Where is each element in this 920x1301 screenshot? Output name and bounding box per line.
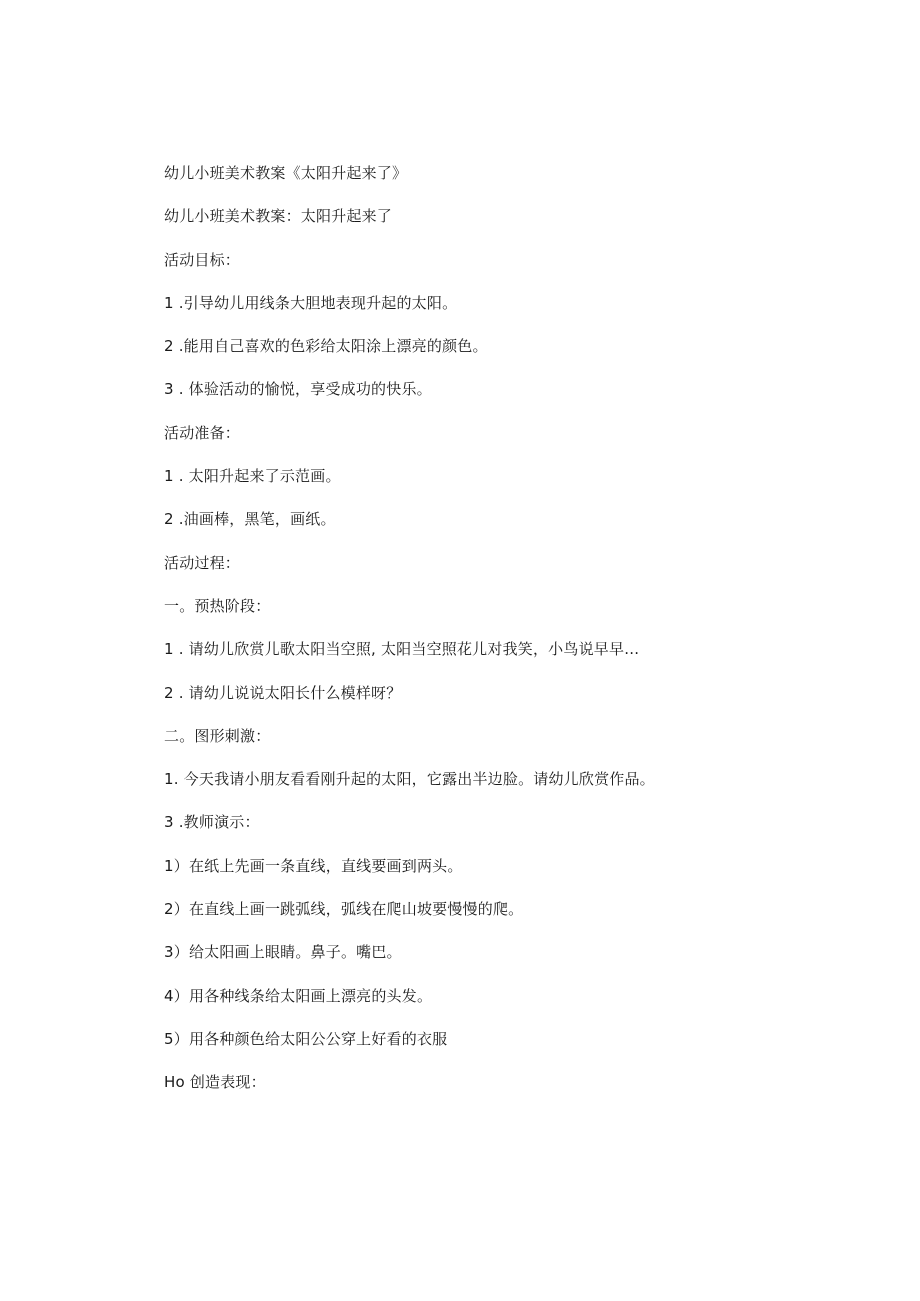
goal-item-1: 1 .引导幼儿用线条大胆地表现升起的太阳。 [164, 293, 458, 312]
warmup-item-1: 1 . 请幼儿欣赏儿歌太阳当空照, 太阳当空照花儿对我笑，小鸟说早早… [164, 640, 640, 659]
section-heading-preparation: 活动准备： [164, 423, 241, 442]
stimulus-item-3: 3 .教师演示： [164, 813, 260, 832]
demo-step-1: 1）在纸上先画一条直线，直线要画到两头。 [164, 856, 463, 875]
stage-heading-stimulus: 二。图形刺激： [164, 726, 271, 745]
demo-step-5: 5）用各种颜色给太阳公公穿上好看的衣服 [164, 1029, 448, 1048]
demo-step-4: 4）用各种线条给太阳画上漂亮的头发。 [164, 986, 433, 1005]
document-body [164, 160, 784, 1113]
stimulus-item-1: 1. 今天我请小朋友看看刚升起的太阳，它露出半边脸。请幼儿欣赏作品。 [164, 770, 655, 789]
stage-heading-warmup: 一。预热阶段： [164, 596, 271, 615]
warmup-item-2: 2 . 请幼儿说说太阳长什么模样呀？ [164, 683, 402, 702]
section-heading-goals: 活动目标： [164, 250, 241, 269]
document-title: 幼儿小班美术教案《太阳升起来了》 [164, 164, 408, 182]
preparation-item-2: 2 .油画棒，黑笔，画纸。 [164, 510, 336, 529]
stage-heading-creation: Ho 创造表现： [164, 1073, 266, 1092]
preparation-item-1: 1 . 太阳升起来了示范画。 [164, 467, 341, 486]
document-subtitle: 幼儿小班美术教案：太阳升起来了 [164, 207, 393, 226]
demo-step-2: 2）在直线上画一跳弧线，弧线在爬山坡要慢慢的爬。 [164, 900, 524, 919]
demo-step-3: 3）给太阳画上眼睛。鼻子。嘴巴。 [164, 943, 402, 962]
goal-item-3: 3 . 体验活动的愉悦，享受成功的快乐。 [164, 380, 432, 399]
goal-item-2: 2 .能用自己喜欢的色彩给太阳涂上漂亮的颜色。 [164, 337, 488, 356]
section-heading-process: 活动过程： [164, 553, 241, 572]
